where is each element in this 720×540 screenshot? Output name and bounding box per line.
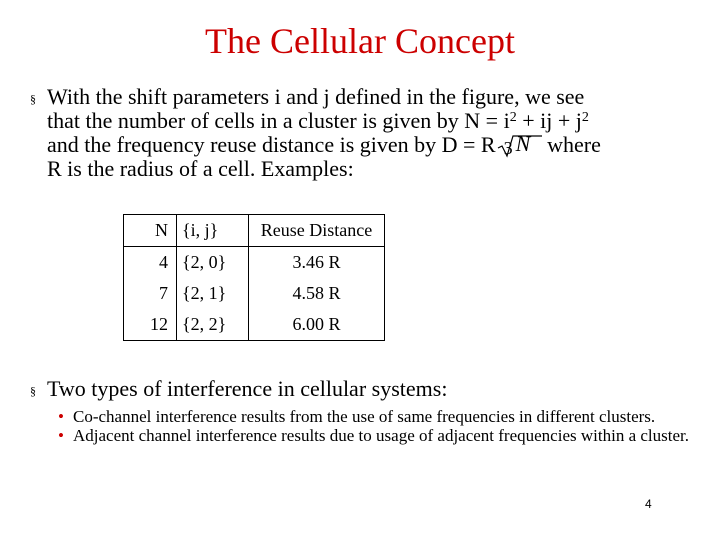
paragraph-shift-parameters <box>47 85 687 181</box>
table-row <box>124 309 385 341</box>
table-row <box>124 278 385 309</box>
sqrt-formula <box>496 131 542 158</box>
para1-line3 <box>47 133 687 157</box>
list-item-text: Co-channel interference results from the use of same frequencies in different clusters. <box>73 407 656 426</box>
paragraph-interference-types: Two types of interference in cellular systems: <box>47 376 448 401</box>
sqrt-coefficient: 3 <box>503 138 513 158</box>
superscript-2: 2 <box>509 110 517 125</box>
superscript-2: 2 <box>581 110 589 125</box>
table-header-row <box>124 215 385 247</box>
para1-line2-text: that the number of cells in a cluster is given by N = i <box>47 108 510 133</box>
bullet-marker-1: § <box>30 92 36 106</box>
para1-line2-mid: + ij + j <box>516 108 582 133</box>
table-row <box>124 247 385 279</box>
cell-reuse-distance: 6.00 R <box>292 314 341 334</box>
header-ij: {i, j} <box>177 215 249 247</box>
header-reuse-distance: Reuse Distance <box>249 215 385 247</box>
cell-reuse-distance: 3.46 R <box>292 252 341 272</box>
cell-n: 7 <box>124 278 177 309</box>
list-item <box>58 426 693 445</box>
para1-line4: R is the radius of a cell. Examples: <box>47 156 354 181</box>
cell-reuse-distance: 4.58 R <box>292 283 341 303</box>
interference-list <box>58 407 693 445</box>
list-item <box>58 407 693 426</box>
para1-line2 <box>47 109 687 133</box>
slide-title: The Cellular Concept <box>205 21 515 61</box>
cell-ij: {2, 1} <box>177 278 249 309</box>
cell-n: 12 <box>124 309 177 341</box>
para1-line1: With the shift parameters i and j defined in the figure, we see <box>47 84 585 109</box>
list-item-text: Adjacent channel interference results due to usage of adjacent frequencies within a cluster. <box>73 426 689 445</box>
cell-ij: {2, 2} <box>177 309 249 341</box>
examples-table <box>123 214 385 341</box>
cell-ij: {2, 0} <box>177 247 249 279</box>
header-n: N <box>124 215 177 247</box>
sub-bullet-dot: • <box>58 426 64 445</box>
page-number: 4 <box>645 497 652 511</box>
cell-n: 4 <box>124 247 177 279</box>
sub-bullet-dot: • <box>58 407 64 426</box>
sqrt-variable: N <box>515 131 531 156</box>
para1-line3-where: where <box>541 132 601 157</box>
bullet-marker-2: § <box>30 384 36 398</box>
para1-line3-text: and the frequency reuse distance is given by D = R <box>47 132 496 157</box>
